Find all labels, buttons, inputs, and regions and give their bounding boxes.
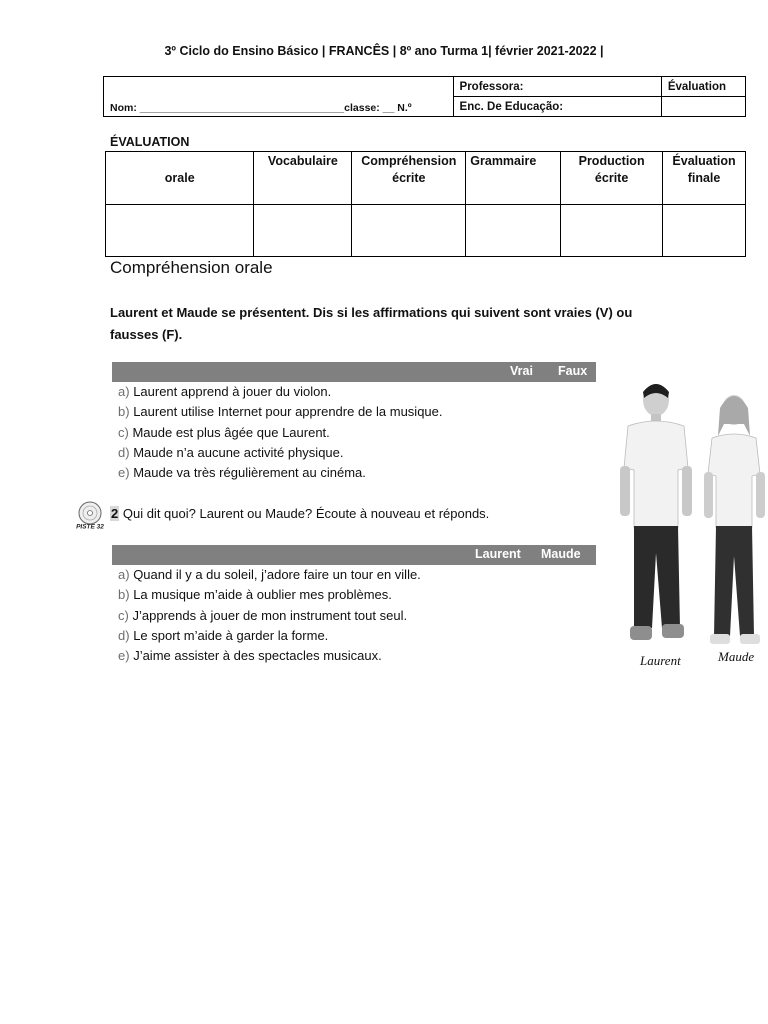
col-production-ecrite: Production écrite: [561, 152, 663, 205]
audio-cd-icon: [74, 500, 106, 530]
list-item: b) Laurent utilise Internet pour apprendre de la musique.: [118, 404, 443, 420]
photo-label-maude: Maude: [718, 649, 755, 664]
col-comprehension-ecrite: Compréhension écrite: [352, 152, 466, 205]
grade-cell-comprehension[interactable]: [352, 205, 466, 257]
list-item: c) Maude est plus âgée que Laurent.: [118, 424, 330, 440]
evaluation-cell[interactable]: [661, 97, 745, 117]
list-item: e) Maude va très régulièrement au cinéma.: [118, 465, 366, 481]
student-info-table: [103, 76, 746, 117]
ex1-col-vrai: Vrai: [510, 364, 533, 378]
photo-label-laurent: Laurent: [640, 653, 681, 668]
ex2-col-maude: Maude: [541, 547, 581, 561]
exercise-2-question: 2 Qui dit quoi? Laurent ou Maude? Écoute à nouveau et réponds.: [111, 506, 490, 521]
evaluation-title: ÉVALUATION: [110, 135, 190, 149]
list-item: b) La musique m’aide à oublier mes problèmes.: [118, 587, 392, 603]
ex2-col-laurent: Laurent: [475, 547, 521, 561]
ex1-header-bar: [112, 362, 596, 382]
ex1-col-faux: Faux: [558, 364, 588, 378]
list-item: d) Maude n’a aucune activité physique.: [118, 444, 344, 460]
ex2-statement-list: [118, 565, 421, 666]
laurent-figure: [620, 384, 692, 640]
grade-cell-finale[interactable]: [663, 205, 746, 257]
grade-cell-grammaire[interactable]: [466, 205, 561, 257]
evaluation-grid: [105, 151, 746, 257]
guardian-label: Enc. De Educação:: [453, 97, 661, 117]
ex2-header-bar: [112, 545, 596, 565]
col-evaluation-finale: Évaluation finale: [663, 152, 746, 205]
document-header: 3º Ciclo do Ensino Básico | FRANCÊS | 8º ano Turma 1| février 2021-2022 |: [164, 44, 604, 58]
list-item: c) J’apprends à jouer de mon instrument tout seul.: [118, 607, 408, 623]
laurent-maude-photo: [608, 378, 768, 670]
col-grammaire: Grammaire: [466, 152, 561, 205]
ex1-statement-list: [118, 382, 443, 483]
name-class-field[interactable]: Nom: ___________________________________classe: __ N.º: [104, 77, 454, 117]
grade-cell-vocabulaire[interactable]: [254, 205, 352, 257]
list-item: a) Quand il y a du soleil, j’adore faire un tour en ville.: [118, 567, 421, 582]
cd-track-label: PISTE 32: [76, 523, 104, 530]
grade-cell-orale[interactable]: [106, 205, 254, 257]
grade-cell-production[interactable]: [561, 205, 663, 257]
exercise-number: 2: [111, 506, 119, 521]
maude-figure: [704, 395, 765, 644]
evaluation-label: Évaluation: [661, 77, 745, 97]
col-orale: orale: [106, 152, 254, 205]
exercise-1-instructions: Laurent et Maude se présentent. Dis si les affirmations qui suivent sont vraies (V) ou fausses (F).: [110, 305, 633, 342]
section-title: Compréhension orale: [110, 258, 273, 277]
list-item: e) J’aime assister à des spectacles musicaux.: [118, 648, 382, 664]
list-item: a) Laurent apprend à jouer du violon.: [118, 384, 332, 399]
teacher-label: Professora:: [453, 77, 661, 97]
list-item: d) Le sport m’aide à garder la forme.: [118, 627, 329, 643]
col-vocabulaire: Vocabulaire: [254, 152, 352, 205]
